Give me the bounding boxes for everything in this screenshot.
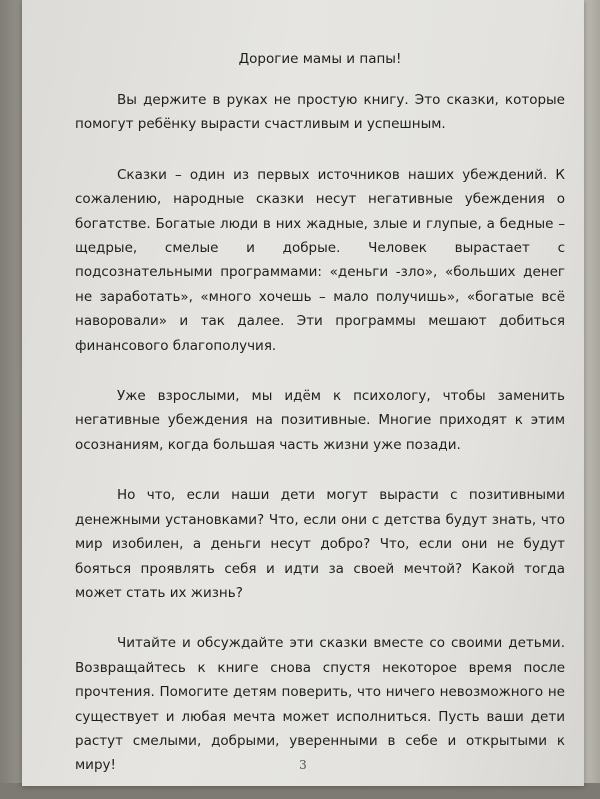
- page-number: 3: [299, 758, 307, 772]
- page-content: [75, 48, 565, 786]
- paragraph-2: Сказки – один из первых источников наших убеждений. К сожалению, народные сказки несут негативные убеждения о богатстве. Богатые люди в них жадные, злые и глупые, а бедные – щедрые, смелые и добрые. Человек вырастает с подсознательными программами: «деньги -зло», «больших денег не заработать», «много хочешь – мало получишь», «богатые всё наворовали» и так далее. Эти программы мешают добиться финансового благополучия.: [75, 166, 565, 354]
- paragraph-4: Но что, если наши дети могут вырасти с позитивными денежными установками? Что, если они с детства будут знать, что мир изобилен, а деньги несут добро? Что, если они не будут бояться проявлять себя и идти за своей мечтой? Какой тогда может стать их жизнь?: [75, 487, 565, 601]
- book-page: [22, 0, 584, 786]
- paragraph-1: Вы держите в руках не простую книгу. Это сказки, которые помогут ребёнку вырасти счастливым и успешным.: [75, 92, 565, 133]
- paragraph-5: Читайте и обсуждайте эти сказки вместе со своими детьми. Возвращайтесь к книге снова спустя некоторое время после прочтения. Помогите детям поверить, что ничего невозможного не существует и любая мечта может исполниться. Пусть ваши дети растут смелыми, добрыми, уверенными в себе и открытыми к миру!: [75, 635, 565, 774]
- page-heading: Дорогие мамы и папы!: [238, 51, 402, 67]
- paragraph-3: Уже взрослыми, мы идём к психологу, чтобы заменить негативные убеждения на позитивные. Многие приходят к этим осознаниям, когда большая часть жизни уже позади.: [75, 388, 565, 453]
